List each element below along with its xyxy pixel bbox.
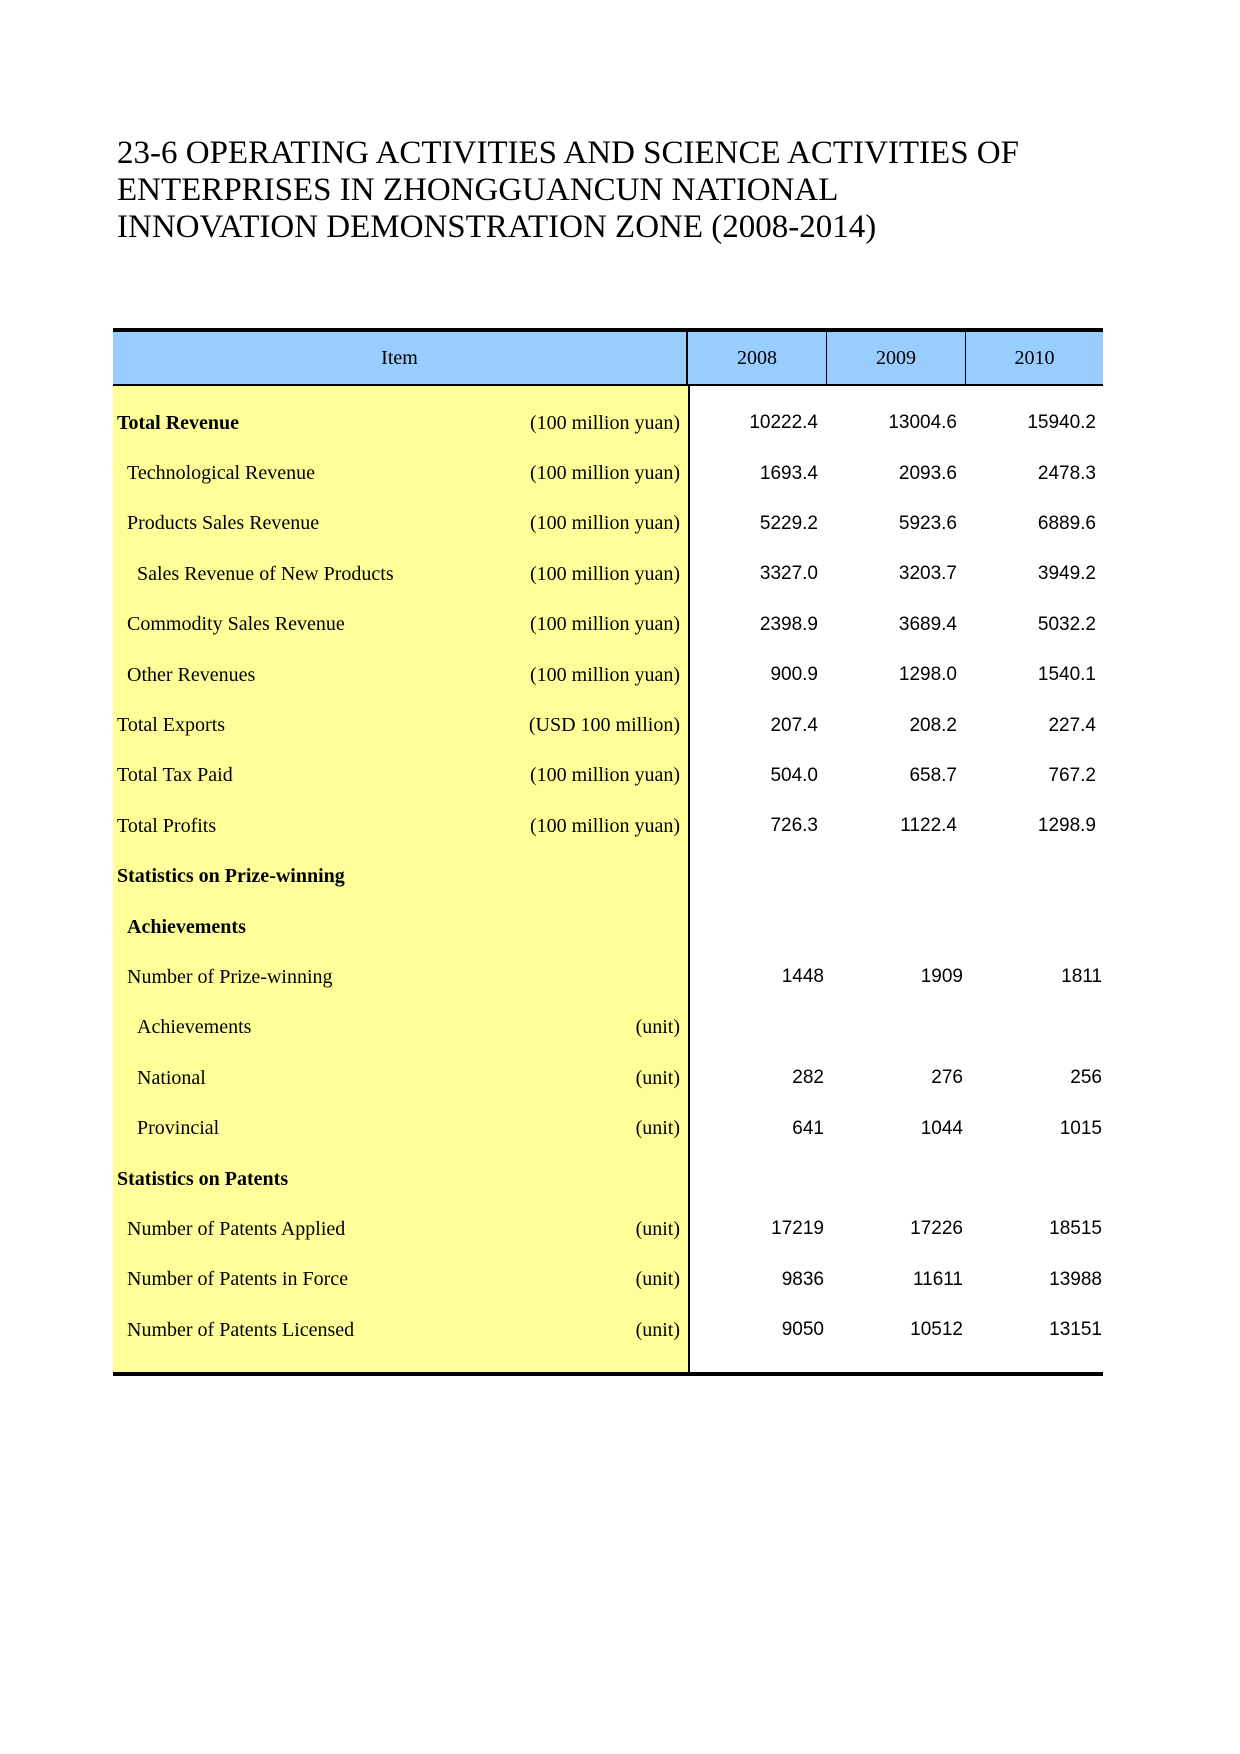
row-label: Achievements: [137, 1016, 252, 1039]
value-2009: 3203.7: [898, 563, 957, 585]
header-year-2008: 2008: [688, 332, 827, 384]
row-unit: (100 million yuan): [530, 512, 680, 535]
row-label: Number of Patents in Force: [127, 1268, 349, 1291]
table-row: [113, 952, 1103, 1002]
table-row: [113, 751, 1103, 801]
row-unit: (unit): [635, 1318, 680, 1341]
title-line-3: INNOVATION DEMONSTRATION ZONE (2008-2014): [117, 209, 877, 245]
row-unit: (100 million yuan): [530, 411, 680, 434]
row-unit: (unit): [635, 1268, 680, 1291]
row-label: Other Revenues: [127, 663, 256, 686]
value-2009: 208.2: [909, 714, 957, 736]
row-label: Number of Patents Applied: [127, 1217, 346, 1240]
table-row: [113, 549, 1103, 599]
value-2008: 900.9: [770, 664, 818, 686]
value-2008: 5229.2: [759, 512, 818, 534]
row-label: Number of Patents Licensed: [127, 1318, 355, 1341]
value-2008: 9836: [781, 1268, 824, 1290]
row-unit: (unit): [635, 1217, 680, 1240]
value-2008: 9050: [781, 1319, 824, 1341]
table-row: [113, 1255, 1103, 1305]
table-row: [113, 1103, 1103, 1153]
section-heading-row: [113, 852, 1103, 902]
value-2009: 1298.0: [898, 664, 957, 686]
row-label: Sales Revenue of New Products: [137, 562, 394, 585]
row-label: Total Exports: [117, 714, 226, 737]
value-2009: 13004.6: [888, 412, 957, 434]
row-label: Products Sales Revenue: [127, 512, 320, 535]
value-2008: 207.4: [770, 714, 818, 736]
row-unit: (100 million yuan): [530, 814, 680, 837]
value-2008: 10222.4: [749, 412, 818, 434]
value-2008: 3327.0: [759, 563, 818, 585]
section-subheading: Achievements: [127, 915, 246, 938]
value-2010: 1298.9: [1037, 815, 1096, 837]
table-row: [113, 801, 1103, 851]
table-row: [113, 448, 1103, 498]
row-label: National: [137, 1066, 206, 1089]
table-row: [113, 499, 1103, 549]
row-label: Provincial: [137, 1117, 220, 1140]
value-2009: 11611: [912, 1268, 963, 1290]
row-label: Commodity Sales Revenue: [127, 613, 345, 636]
title-line-2: ENTERPRISES IN ZHONGGUANCUN NATIONAL: [117, 172, 839, 208]
value-2010: 256: [1070, 1067, 1102, 1089]
row-unit: (100 million yuan): [530, 613, 680, 636]
title-line-1: 23-6 OPERATING ACTIVITIES AND SCIENCE ACTIVITIES OF: [117, 135, 1019, 171]
value-2009: 1122.4: [900, 815, 957, 837]
table-row: [113, 1204, 1103, 1254]
value-2009: 2093.6: [898, 462, 957, 484]
row-label: Technological Revenue: [127, 462, 315, 485]
row-label: Total Profits: [117, 814, 217, 837]
header-year-2009: 2009: [827, 332, 966, 384]
value-2010: 3949.2: [1037, 563, 1096, 585]
header-year-2010: 2010: [1014, 346, 1055, 369]
table-row: [113, 650, 1103, 700]
value-2010: 227.4: [1048, 714, 1096, 736]
value-2008: 1448: [781, 966, 824, 988]
value-2010: 2478.3: [1037, 462, 1096, 484]
row-label: Number of Prize-winning: [127, 965, 333, 988]
value-2009: 17226: [910, 1218, 963, 1240]
header-item: Item: [113, 332, 688, 384]
value-2009: 1909: [920, 966, 963, 988]
table-header: [113, 328, 1103, 386]
row-label: Total Tax Paid: [117, 764, 233, 787]
value-2009: 1044: [920, 1117, 963, 1139]
value-2008: 504.0: [770, 764, 818, 786]
table-row: [113, 700, 1103, 750]
value-2010: 1540.1: [1037, 664, 1096, 686]
section-heading: Statistics on Patents: [117, 1167, 289, 1190]
table-row: [113, 1305, 1103, 1355]
row-unit: (100 million yuan): [530, 764, 680, 787]
row-unit: (100 million yuan): [530, 663, 680, 686]
value-2010: 15940.2: [1027, 412, 1096, 434]
value-2008: 1693.4: [759, 462, 818, 484]
value-2009: 3689.4: [898, 613, 957, 635]
table-row: [113, 1003, 1103, 1053]
value-2010: 1015: [1059, 1117, 1102, 1139]
value-2008: 2398.9: [759, 613, 818, 635]
table-rows: [113, 398, 1103, 1355]
value-2010: 767.2: [1048, 764, 1096, 786]
value-2009: 5923.6: [898, 512, 957, 534]
value-2010: 1811: [1061, 966, 1102, 988]
section-heading-row: [113, 902, 1103, 952]
table-row: [113, 398, 1103, 448]
value-2009: 658.7: [909, 764, 957, 786]
row-unit: (USD 100 million): [528, 714, 680, 737]
section-heading: Statistics on Prize-winning: [117, 865, 345, 888]
page-title: [117, 135, 1077, 246]
row-unit: (unit): [635, 1117, 680, 1140]
value-2010: 13151: [1049, 1319, 1102, 1341]
data-table: [113, 328, 1103, 1376]
value-2010: 5032.2: [1037, 613, 1096, 635]
row-label: Total Revenue: [117, 411, 240, 434]
row-unit: (100 million yuan): [530, 562, 680, 585]
value-2010: 18515: [1049, 1218, 1102, 1240]
row-unit: (unit): [635, 1066, 680, 1089]
value-2010: 13988: [1049, 1268, 1102, 1290]
table-body: [113, 386, 1103, 1376]
table-row: [113, 1053, 1103, 1103]
row-unit: (unit): [635, 1016, 680, 1039]
value-2010: 6889.6: [1037, 512, 1096, 534]
row-unit: (100 million yuan): [530, 462, 680, 485]
value-2008: 17219: [771, 1218, 824, 1240]
value-2008: 282: [792, 1067, 824, 1089]
table-row: [113, 600, 1103, 650]
value-2008: 726.3: [770, 815, 818, 837]
value-2008: 641: [792, 1117, 824, 1139]
section-heading-row: [113, 1154, 1103, 1204]
value-2009: 276: [931, 1067, 963, 1089]
value-2009: 10512: [910, 1319, 963, 1341]
